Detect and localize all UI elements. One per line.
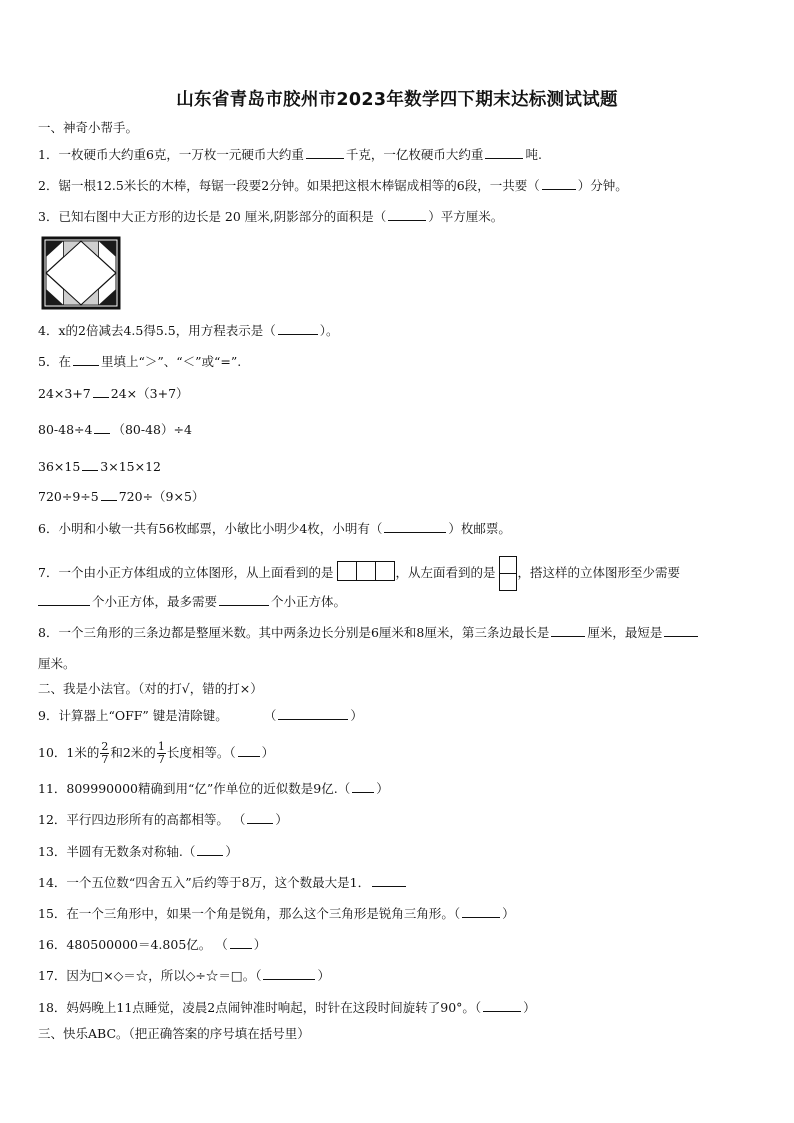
question-9: 9．计算器上“OFF” 键是清除键。 （ ） xyxy=(38,708,363,723)
answer-blank[interactable] xyxy=(247,811,273,824)
answer-blank[interactable] xyxy=(551,624,585,637)
question-4: 4．x的2倍减去4.5得5.5，用方程表示是（ ）。 xyxy=(38,323,339,338)
question-5: 5．在 里填上“＞”、“＜”或“=”. xyxy=(38,354,242,369)
question-3: 3．已知右图中大正方形的边长是 20 厘米,阴影部分的面积是（ ）平方厘米。 xyxy=(38,209,504,224)
section-3-heading: 三、快乐ABC。（把正确答案的序号填在括号里） xyxy=(38,1026,310,1041)
section-2-heading: 二、我是小法官。（对的打√，错的打×） xyxy=(38,681,263,696)
question-11: 11．809990000精确到用“亿”作单位的近似数是9亿.（ ） xyxy=(38,781,389,796)
compare-blank[interactable] xyxy=(93,385,109,398)
compare-blank[interactable] xyxy=(94,421,110,434)
compare-row-3: 36×15 3×15×12 xyxy=(38,459,162,474)
question-2: 2．锯一根12.5米长的木棒，每锯一段要2分钟。如果把这根木棒锯成相等的6段，一共要（ ）分钟。 xyxy=(38,178,628,193)
answer-blank[interactable] xyxy=(388,208,426,221)
question-7-cont: 个小正方体，最多需要 个小正方体。 xyxy=(38,593,346,611)
compare-blank[interactable] xyxy=(82,458,98,471)
answer-blank[interactable] xyxy=(485,146,523,159)
answer-blank[interactable] xyxy=(372,874,406,887)
compare-blank[interactable] xyxy=(101,488,117,501)
question-7: 7．一个由小正方体组成的立体图形，从上面看到的是 ，从左面看到的是 ，搭这样的立体图形至少需要 xyxy=(38,556,680,591)
answer-blank[interactable] xyxy=(462,905,500,918)
question-17: 17．因为□×◇＝☆，所以◇÷☆＝□。（ ） xyxy=(38,968,330,983)
compare-row-1: 24×3+7 24×（3+7） xyxy=(38,386,189,401)
answer-blank[interactable] xyxy=(384,520,446,533)
page-title: 山东省青岛市胶州市2023年数学四下期末达标测试试题 xyxy=(176,90,618,110)
question-8: 8．一个三角形的三条边都是整厘米数。其中两条边长分别是6厘米和8厘米，第三条边最长是 厘米，最短是 xyxy=(38,624,700,642)
compare-row-4: 720÷9÷5 720÷（9×5） xyxy=(38,489,205,504)
question-14: 14．一个五位数“四舍五入”后约等于8万，这个数最大是1． xyxy=(38,874,408,892)
question-6: 6．小明和小敏一共有56枚邮票，小敏比小明少4枚，小明有（ ）枚邮票。 xyxy=(38,521,511,536)
answer-blank[interactable] xyxy=(306,146,344,159)
question-15: 15．在一个三角形中，如果一个角是锐角，那么这个三角形是锐角三角形。（ ） xyxy=(38,906,515,921)
answer-blank[interactable] xyxy=(219,593,269,606)
answer-blank[interactable] xyxy=(352,780,374,793)
answer-blank[interactable] xyxy=(197,843,223,856)
answer-blank[interactable] xyxy=(542,177,576,190)
question-10: 10．1米的 $\frac{2}{7}$ 和2米的 $\frac{1}{7}$ 长度相等。（ ） xyxy=(38,740,275,766)
answer-blank[interactable] xyxy=(73,353,99,366)
question-13: 13．半圆有无数条对称轴.（ ） xyxy=(38,844,238,859)
question-1: 1．一枚硬币大约重6克，一万枚一元硬币大约重 千克，一亿枚硬币大约重 吨. xyxy=(38,147,542,162)
left-view-figure xyxy=(499,556,517,591)
compare-row-2: 80-48÷4 （80-48）÷4 xyxy=(38,422,192,437)
answer-blank[interactable] xyxy=(483,999,521,1012)
question-16: 16．480500000＝4.805亿。 （ ） xyxy=(38,937,267,952)
top-view-figure xyxy=(337,561,395,586)
question-12: 12．平行四边形所有的高都相等。 （ ） xyxy=(38,812,288,827)
fraction: $\frac{2}{7}$ xyxy=(101,740,109,766)
answer-blank[interactable] xyxy=(664,624,698,637)
answer-blank[interactable] xyxy=(238,744,260,757)
question-8-cont: 厘米。 xyxy=(38,656,76,671)
answer-blank[interactable] xyxy=(38,593,90,606)
section-1-heading: 一、神奇小帮手。 xyxy=(38,120,139,135)
question-18: 18．妈妈晚上11点睡觉，凌晨2点闹钟准时响起，时针在这段时间旋转了90°。（ ） xyxy=(38,1000,536,1015)
fraction: $\frac{1}{7}$ xyxy=(157,740,165,766)
square-shaded-figure xyxy=(40,235,122,311)
answer-blank[interactable] xyxy=(278,322,318,335)
answer-blank[interactable] xyxy=(278,707,348,720)
answer-blank[interactable] xyxy=(263,967,315,980)
answer-blank[interactable] xyxy=(230,936,252,949)
